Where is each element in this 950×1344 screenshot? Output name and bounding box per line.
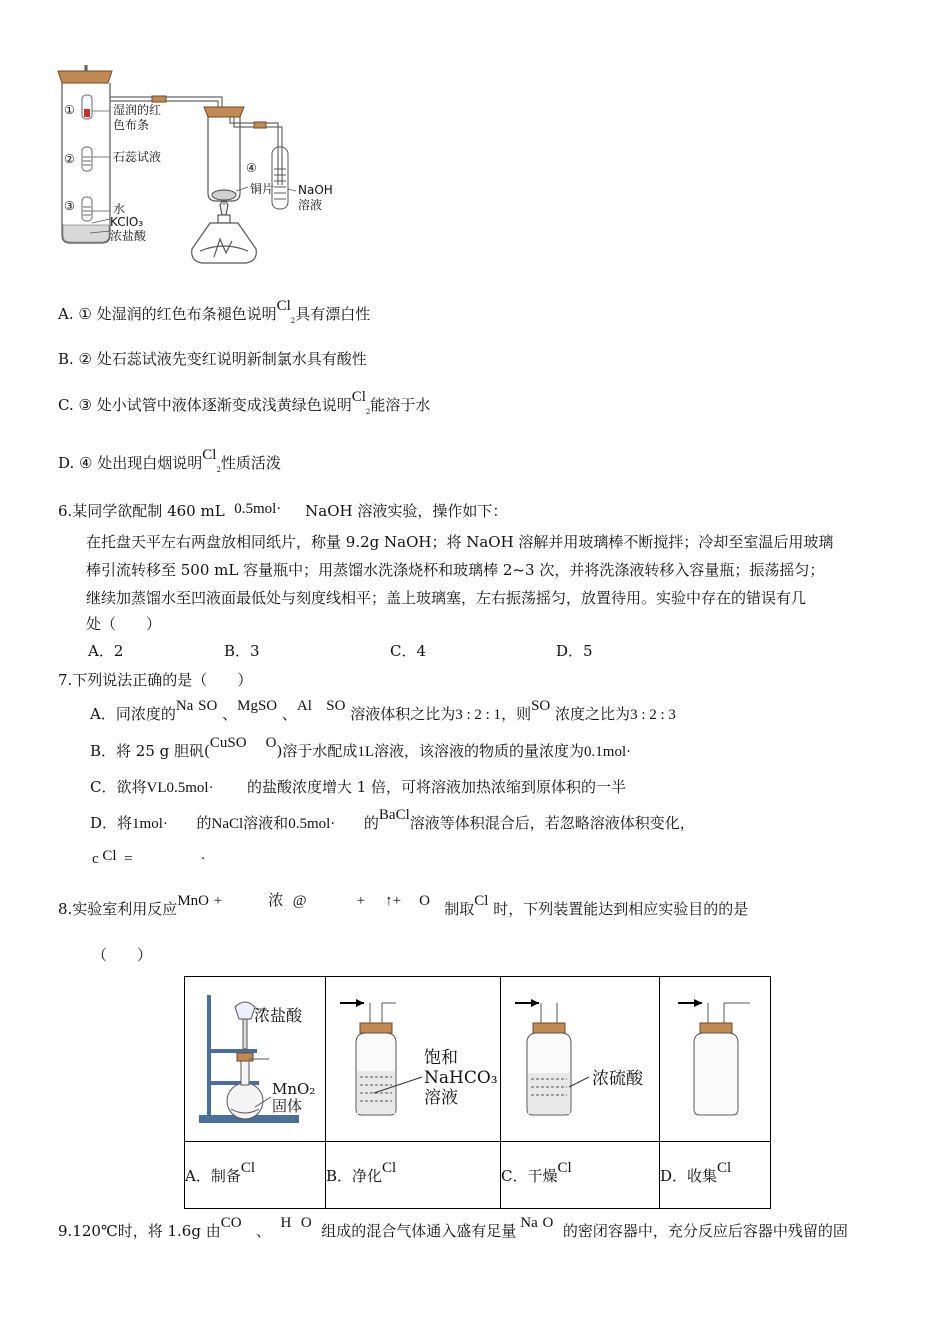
- label-kclo3: KClO₃: [110, 215, 144, 229]
- chem-cl: Cl: [202, 447, 217, 463]
- copper-sheet: [212, 190, 236, 200]
- q7-stem: 7.下列说法正确的是（ ）: [58, 671, 253, 689]
- q6-choice-b[interactable]: B．3: [224, 642, 260, 660]
- caption-b[interactable]: B．净化Cl: [326, 1142, 501, 1209]
- q7-option-a: A．同浓度的Na SO 、MgSO 、Al SO 溶液体积之比为3 : 2 : 1，则SO 浓度之比为3 : 2 : 3: [90, 698, 676, 723]
- label-naoh-1: NaOH: [298, 183, 333, 197]
- q9-stem: 9.120℃时，将 1.6g 由CO 、 H O 组成的混合气体通入盛有足量 Na O 的密闭容器中，充分反应后容器中残留的固: [58, 1215, 848, 1240]
- q5-option-c: C. ③ 处小试管中液体逐渐变成浅黄绿色说明$Cl_2$能溶于水: [58, 389, 431, 416]
- q5-option-b: B. ② 处石蕊试液先变红说明新制氯水具有酸性: [58, 350, 367, 368]
- label-red-strip-2: 色布条: [113, 118, 150, 132]
- apparatus-b-cell: [326, 977, 501, 1142]
- rubber-stopper-1: [58, 71, 112, 83]
- caption-a[interactable]: A．制备Cl: [185, 1142, 326, 1209]
- q7-option-c: C．欲将VL0.5mol· 的盐酸浓度增大 1 倍，可将溶液加热浓缩到原体积的一半: [90, 778, 627, 796]
- q5-option-d: D. ④ 处出现白烟说明$Cl_2$性质活泼: [58, 447, 281, 474]
- label-nahco3-2: NaHCO₃: [424, 1068, 498, 1088]
- q6-body-line-3: 继续加蒸馏水至凹液面最低处与刻度线相平；盖上玻璃塞，左右振荡摇匀，放置待用。实验中存在的错误有几: [86, 589, 807, 607]
- generator-apparatus: [185, 977, 325, 1137]
- small-tube-3: [82, 197, 92, 221]
- label-h2so4: 浓硫酸: [592, 1069, 643, 1089]
- q6-body-line-1: 在托盘天平左右两盘放相同纸片，称量 9.2g NaOH；将 NaOH 溶解并用玻璃棒不断搅拌；冷却至室温后用玻璃: [86, 533, 834, 551]
- label-mno2-1: MnO₂: [272, 1080, 316, 1098]
- label-num-4: ④: [246, 161, 257, 175]
- label-red-strip-1: 湿润的红: [113, 103, 162, 117]
- q7-option-d-line2: c Cl = ·: [92, 848, 206, 867]
- q7-option-b: B．将 25 g 胆矾(CuSO O)溶于水配成1L溶液，该溶液的物质的量浓度为0.1mol·: [90, 735, 632, 760]
- q8-answer-paren: （ ）: [92, 946, 153, 964]
- caption-d[interactable]: D．收集Cl: [660, 1142, 771, 1209]
- label-mno2-2: 固体: [272, 1097, 303, 1115]
- small-tube-2: [82, 147, 92, 171]
- q7-option-d: D．将1mol· 的NaCl溶液和0.5mol· 的BaCl溶液等体积混合后，若忽略溶液体积变化，: [90, 807, 695, 832]
- label-num-3: ③: [64, 199, 75, 213]
- apparatus-a-cell: [185, 977, 326, 1142]
- reaction-tube: [208, 117, 240, 201]
- q5-option-a: A. ① 处湿润的红色布条褪色说明$Cl_2$具有漂白性: [58, 298, 371, 325]
- wash-bottle-nahco3: [326, 977, 500, 1137]
- small-tube-1: [82, 95, 92, 119]
- chem-cl: Cl: [276, 298, 291, 314]
- q6-body-line-4: 处（ ）: [86, 615, 162, 633]
- label-nahco3-3: 溶液: [424, 1088, 458, 1108]
- drying-bottle-h2so4: [501, 977, 659, 1137]
- apparatus-c-cell: [501, 977, 660, 1142]
- q8-stem: 8.实验室利用反应MnO + 浓 @ + ↑+ O 制取Cl 时，下列装置能达到相应实验目的的是: [58, 893, 749, 918]
- label-water: 水: [113, 202, 126, 216]
- label-num-1: ①: [64, 103, 75, 117]
- alcohol-lamp: [192, 201, 257, 263]
- q6-choice-c[interactable]: C．4: [390, 642, 427, 660]
- conc-hcl-liquid: [63, 225, 109, 242]
- collecting-bottle: [660, 977, 770, 1137]
- label-naoh-2: 溶液: [298, 198, 323, 212]
- label-conc-hcl: 浓盐酸: [110, 229, 147, 243]
- label-num-2: ②: [64, 152, 75, 166]
- chlorine-apparatus-figure: [50, 65, 350, 275]
- q6-choice-a[interactable]: A．2: [88, 642, 124, 660]
- rubber-stopper-2: [204, 107, 244, 117]
- label-conc-hcl-8: 浓盐酸: [254, 1006, 303, 1025]
- q6-stem: 6.某同学欲配制 460 mL 0.5mol· NaOH 溶液实验，操作如下：: [58, 501, 508, 520]
- apparatus-d-cell: [660, 977, 771, 1142]
- q6-choice-d[interactable]: D．5: [556, 642, 593, 660]
- label-nahco3-1: 饱和: [424, 1048, 458, 1068]
- caption-c[interactable]: C．干燥Cl: [501, 1142, 660, 1209]
- q6-body-line-2: 棒引流转移至 500 mL 容量瓶中；用蒸馏水洗涤烧杯和玻璃棒 2~3 次，并将洗涤液转移入容量瓶；振荡摇匀；: [86, 561, 825, 579]
- label-copper: 铜片: [250, 182, 275, 196]
- chem-cl: Cl: [351, 389, 366, 405]
- label-litmus: 石蕊试液: [113, 150, 162, 164]
- naoh-tube: [272, 147, 288, 209]
